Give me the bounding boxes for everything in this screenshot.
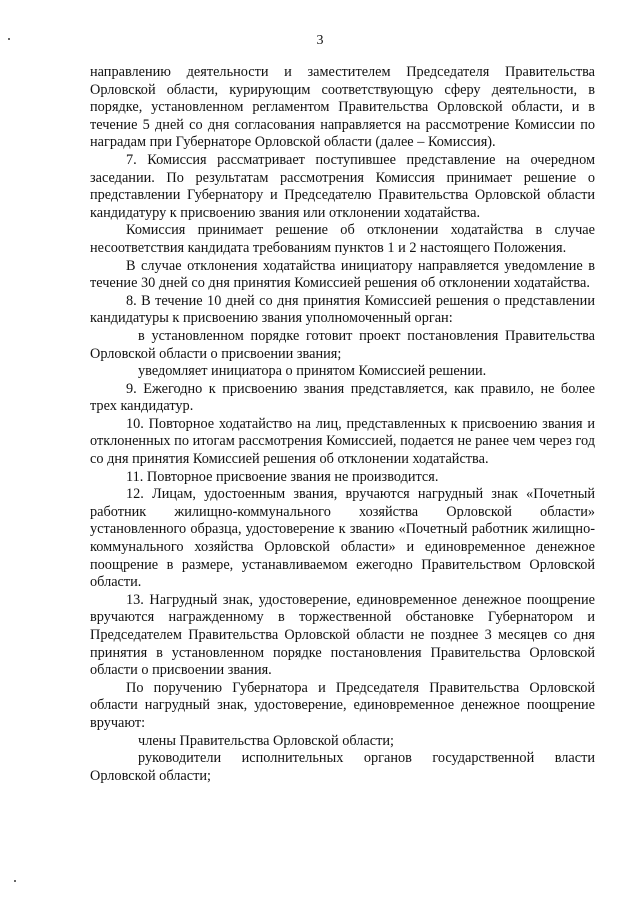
paragraph-9: 9. Ежегодно к присвоению звания представляется, как правило, не более трех кандидатур. — [90, 380, 595, 415]
list-item-executive-heads: руководители исполнительных органов государственной власти Орловской области; — [90, 750, 595, 784]
paragraph-delegation: По поручению Губернатора и Председателя Правительства Орловской области нагрудный знак, удостоверение, единовременное денежное поощрение вручают: — [90, 679, 595, 731]
document-body — [90, 64, 595, 785]
paragraph-rejection-decision: Комиссия принимает решение об отклонении ходатайства в случае несоответствия кандидата требованиям пунктов 1 и 2 настоящего Положения. — [90, 222, 595, 256]
list-item-notify-initiator: уведомляет инициатора о принятом Комиссией решении. — [138, 363, 487, 380]
paragraph-rejection-notice: В случае отклонения ходатайства инициатору направляется уведомление в течение 30 дней со дня принятия Комиссией решения об отклонении ходатайства. — [90, 257, 595, 292]
scan-mark — [14, 880, 16, 882]
page-number: 3 — [316, 33, 324, 48]
paragraph-7: 7. Комиссия рассматривает поступившее представление на очередном заседании. По результатам рассмотрения Комиссия принимает решение о представлении Губернатору и Председателю Правительства Орловской области кандидатуру к присвоению звания или отклонении ходатайства. — [90, 151, 595, 221]
paragraph-continuation: направлению деятельности и заместителем Председателя Правительства Орловской области, курирующим соответствующую сферу деятельности, в порядке, установленном регламентом Правительства Орловской области, и в течение 5 дней со дня согласования направляется на рассмотрение Комиссии по наградам при Губернаторе Орловской области (далее – Комиссия). — [90, 64, 595, 151]
paragraph-11: 11. Повторное присвоение звания не производится. — [126, 468, 439, 485]
paragraph-12: 12. Лицам, удостоенным звания, вручаются нагрудный знак «Почетный работник жилищно-коммунального хозяйства Орловской области» установленного образца, удостоверение к званию «Почетный работник жилищно-коммунального хозяйства Орловской области» и единовременное денежное поощрение в размере, устанавливаемом ежегодно Правительством Орловской области. — [90, 486, 595, 591]
paragraph-10: 10. Повторное ходатайство на лиц, представленных к присвоению звания и отклоненных по итогам рассмотрения Комиссией, подается не ранее чем через год со дня принятия Комиссией решения об отклонении ходатайства. — [90, 415, 595, 468]
paragraph-13: 13. Нагрудный знак, удостоверение, единовременное денежное поощрение вручаются награжденному в торжественной обстановке Губернатором и Председателем Правительства Орловской области не позднее 3 месяцев со дня принятия в установленном порядке постановления Правительства Орловской области о присвоении звания. — [90, 591, 595, 679]
list-item-prepare-resolution: в установленном порядке готовит проект постановления Правительства Орловской области о присвоении звания; — [90, 327, 595, 362]
list-item-government-members: члены Правительства Орловской области; — [138, 732, 394, 749]
paragraph-8: 8. В течение 10 дней со дня принятия Комиссией решения о представлении кандидатуры к присвоению звания уполномоченный орган: — [90, 292, 595, 327]
